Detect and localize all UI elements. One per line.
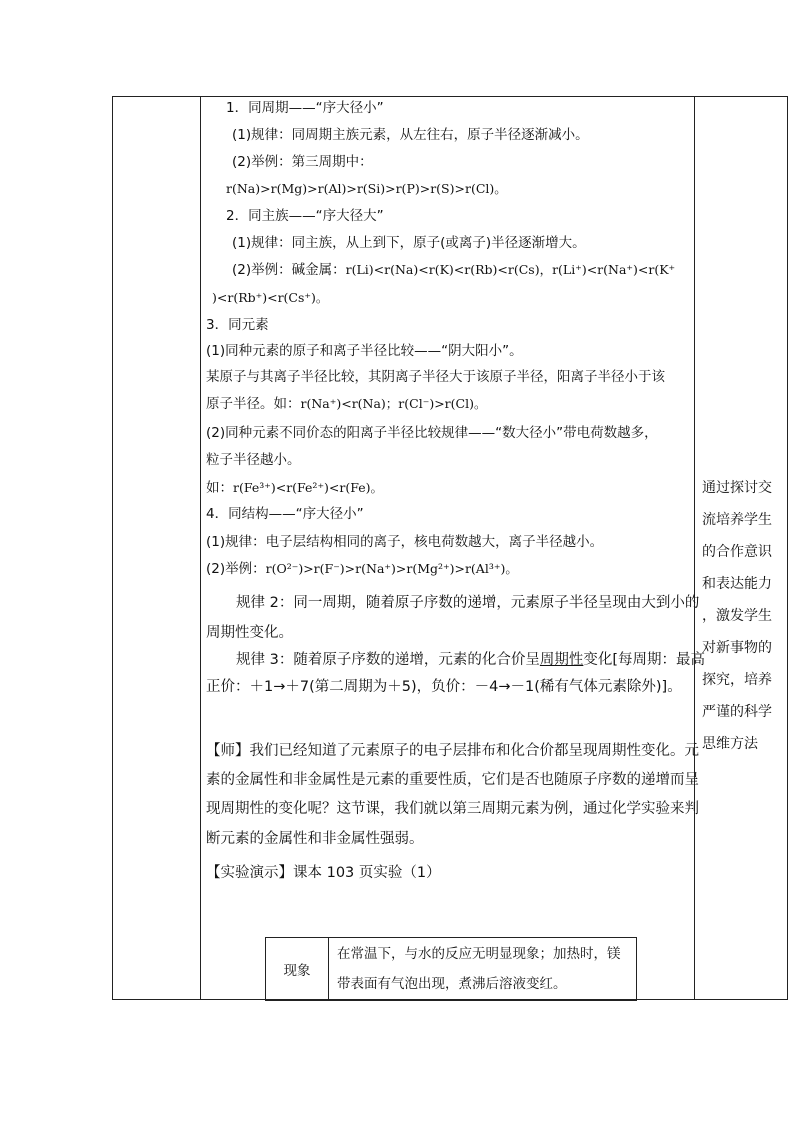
design-intent-line: 通过探讨交 xyxy=(702,480,772,496)
s1-example: r(Na)>r(Mg)>r(Al)>r(Si)>r(P)>r(S)>r(Cl)。 xyxy=(226,181,507,196)
rule2-line1: 规律 2：同一周期，随着原子序数的递增，元素原子半径呈现由大到小的 xyxy=(236,595,700,611)
s3-title: 3．同元素 xyxy=(206,317,269,333)
s2-example-2: )<r(Rb⁺)<r(Cs⁺)。 xyxy=(212,290,329,305)
column-divider-right xyxy=(694,96,695,1000)
s2-title: 2．同主族——“序大径大” xyxy=(226,208,384,224)
s2-example-row xyxy=(232,261,675,279)
teacher-line2: 素的金属性和非金属性是元素的重要性质，它们是否也随原子序数的递增而呈 xyxy=(206,772,699,788)
s1-example-label: (2)举例：第三周期中： xyxy=(232,154,373,170)
s3-p2b-label: 原子半径。如： xyxy=(206,396,301,412)
teacher-line4: 断元素的金属性和非金属性强弱。 xyxy=(206,831,424,847)
rule3-pre: 规律 3：随着原子序数的递增，元素的化合价呈 xyxy=(236,652,540,668)
s1-title: 1．同周期——“序大径小” xyxy=(226,100,384,116)
rule3-line2: 正价：＋1→＋7(第二周期为＋5)，负价：－4→－1(稀有气体元素除外)]。 xyxy=(206,679,682,695)
s4-rule: (1)规律：电子层结构相同的离子，核电荷数越大，离子半径越小。 xyxy=(206,534,604,550)
observation-value-line1: 在常温下，与水的反应无明显现象；加热时，镁 xyxy=(337,946,621,962)
s3-p2b: r(Na⁺)<r(Na)；r(Cl⁻)>r(Cl)。 xyxy=(300,396,487,411)
s2-example-label: (2)举例：碱金属： xyxy=(232,262,346,278)
rule2-line2: 周期性变化。 xyxy=(206,625,293,641)
s3-p3b: 粒子半径越小。 xyxy=(206,452,301,468)
observation-table xyxy=(265,937,637,1001)
design-intent-line: 严谨的科学 xyxy=(702,704,772,720)
rule3-line1 xyxy=(236,651,705,669)
design-intent-line: 思维方法 xyxy=(702,736,758,752)
design-intent-line: ，激发学生 xyxy=(702,608,772,624)
s3-p3a: (2)同种元素不同价态的阳离子半径比较规律——“数大径小”带电荷数越多， xyxy=(206,425,658,441)
s3-p4-row xyxy=(206,479,383,497)
design-intent-line: 流培养学生 xyxy=(702,512,772,528)
teacher-line1: 【师】我们已经知道了元素原子的电子层排布和化合价都呈现周期性变化。元 xyxy=(206,743,699,759)
observation-value-line2: 带表面有气泡出现，煮沸后溶液变红。 xyxy=(337,976,567,992)
rule3-post: 变化[每周期：最高 xyxy=(583,652,705,668)
s3-p4: r(Fe³⁺)<r(Fe²⁺)<r(Fe)。 xyxy=(233,480,384,495)
s3-p1: (1)同种元素的原子和离子半径比较——“阴大阳小”。 xyxy=(206,343,523,359)
observation-row xyxy=(266,938,637,1001)
s3-p2b-row xyxy=(206,395,486,413)
s2-example-1: r(Li)<r(Na)<r(K)<r(Rb)<r(Cs)，r(Li⁺)<r(Na⁺)<r(K⁺ xyxy=(345,262,676,277)
teacher-line3: 现周期性的变化呢？这节课，我们就以第三周期元素为例，通过化学实验来判 xyxy=(206,801,699,817)
s3-p4-label: 如： xyxy=(206,480,233,496)
s1-rule: (1)规律：同周期主族元素，从左往右，原子半径逐渐减小。 xyxy=(232,127,589,143)
design-intent-line: 探究，培养 xyxy=(702,672,772,688)
design-intent-line: 对新事物的 xyxy=(702,640,772,656)
s3-p2a: 某原子与其离子半径比较，其阴离子半径大于该原子半径，阳离子半径小于该 xyxy=(206,369,665,385)
column-divider-left xyxy=(200,96,201,1000)
experiment-title: 【实验演示】课本 103 页实验（1） xyxy=(206,865,441,881)
s2-rule: (1)规律：同主族，从上到下，原子(或离子)半径逐渐增大。 xyxy=(232,235,586,251)
s4-example: r(O²⁻)>r(F⁻)>r(Na⁺)>r(Mg²⁺)>r(Al³⁺)。 xyxy=(265,561,518,576)
s4-title: 4．同结构——“序大径小” xyxy=(206,506,364,522)
s4-example-row xyxy=(206,560,518,578)
design-intent-line: 和表达能力 xyxy=(702,576,772,592)
observation-value xyxy=(329,938,637,1001)
design-intent-line: 的合作意识 xyxy=(702,544,772,560)
rule3-underlined: 周期性 xyxy=(539,652,584,668)
design-intent-column xyxy=(702,472,782,760)
observation-label: 现象 xyxy=(266,938,329,1001)
s4-example-label: (2)举例： xyxy=(206,561,266,577)
